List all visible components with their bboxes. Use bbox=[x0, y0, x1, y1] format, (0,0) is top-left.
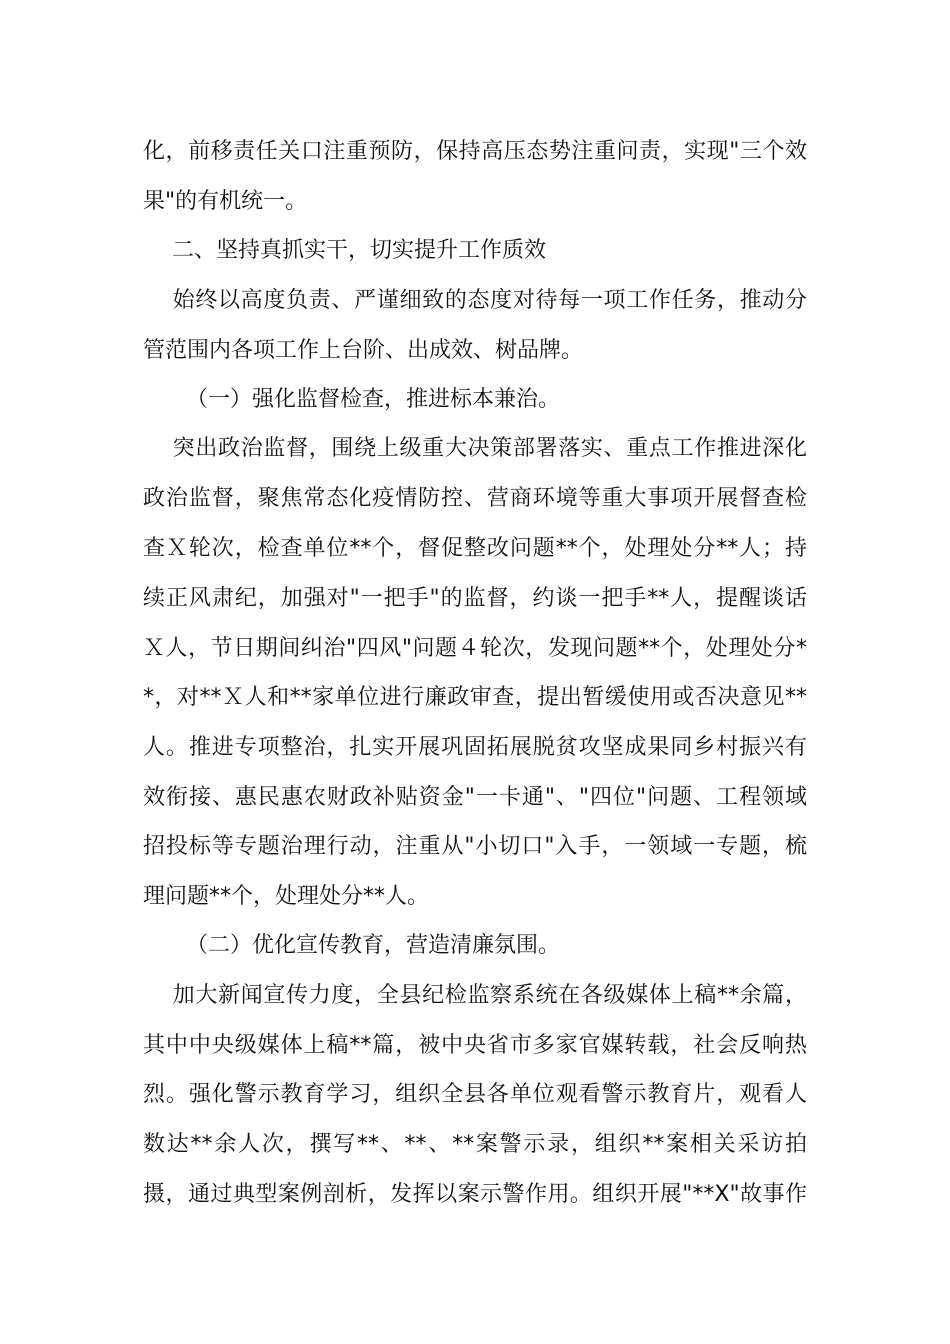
text-line: 续正风肃纪，加强对"一把手"的监督，约谈一把手**人，提醒谈话 bbox=[143, 586, 807, 611]
text-line: 摄，通过典型案例剖析，发挥以案示警作用。组织开展"**X"故事作 bbox=[143, 1182, 807, 1207]
text-line: 果"的有机统一。 bbox=[143, 189, 308, 214]
text-line: 查Ｘ轮次，检查单位**个，督促整改问题**个，处理处分**人；持 bbox=[143, 536, 807, 561]
text-line: 招投标等专题治理行动，注重从"小切口"入手，一领域一专题，梳 bbox=[143, 834, 807, 859]
text-line: 政治监督，聚焦常态化疫情防控、营商环境等重大事项开展督查检 bbox=[143, 486, 807, 511]
section-heading: 二、坚持真抓实干，切实提升工作质效 bbox=[150, 238, 547, 263]
text-line: Ｘ人，节日期间纠治"四风"问题４轮次，发现问题**个，处理处分* bbox=[143, 636, 807, 661]
text-line: 化，前移责任关口注重预防，保持高压态势注重问责，实现"三个效 bbox=[143, 139, 807, 164]
text-line: 加大新闻宣传力度，全县纪检监察系统在各级媒体上稿**余篇， bbox=[150, 983, 807, 1008]
subsection-heading: （一）强化监督检查，推进标本兼治。 bbox=[153, 387, 561, 412]
text-line: 数达**余人次，撰写**、**、**案警示录，组织**案相关采访拍 bbox=[143, 1132, 807, 1157]
text-line: 管范围内各项工作上台阶、出成效、树品牌。 bbox=[143, 338, 584, 363]
text-line: 效衔接、惠民惠农财政补贴资金"一卡通"、"四位"问题、工程领域 bbox=[143, 785, 807, 810]
text-line: 烈。强化警示教育学习，组织全县各单位观看警示教育片，观看人 bbox=[143, 1082, 807, 1107]
text-line: *，对**Ｘ人和**家单位进行廉政审查，提出暂缓使用或否决意见** bbox=[143, 685, 807, 710]
subsection-heading: （二）优化宣传教育，营造清廉氛围。 bbox=[153, 933, 561, 958]
text-line: 始终以高度负责、严谨细致的态度对待每一项工作任务，推动分 bbox=[150, 288, 807, 313]
text-line: 理问题**个，处理处分**人。 bbox=[143, 884, 430, 909]
text-line: 其中中央级媒体上稿**篇，被中央省市多家官媒转载，社会反响热 bbox=[143, 1033, 807, 1058]
text-line: 突出政治监督，围绕上级重大决策部署落实、重点工作推进深化 bbox=[150, 436, 807, 461]
text-line: 人。推进专项整治，扎实开展巩固拓展脱贫攻坚成果同乡村振兴有 bbox=[143, 735, 807, 760]
